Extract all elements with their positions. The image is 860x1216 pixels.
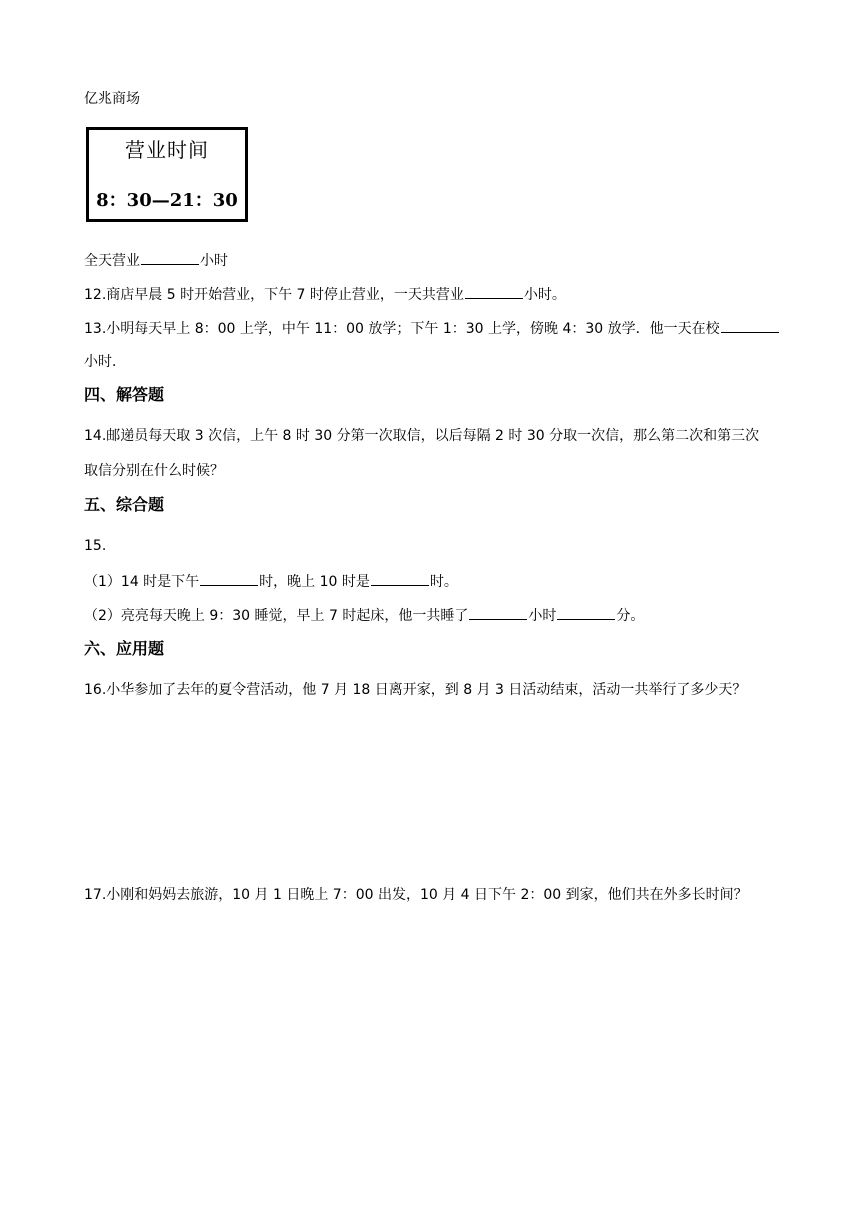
business-hours-sign [86,127,248,222]
question-15-part-1-text-b: 时，晚上 10 时是 [259,574,370,590]
section-4-title: 四、解答题 [84,385,165,404]
question-13-line-2: 小时． [84,354,126,370]
section-6-title: 六、应用题 [84,639,165,658]
business-hours-title: 营业时间 [125,138,209,162]
question-15-number: 15. [84,538,107,554]
answer-blank [557,605,615,620]
question-11-unit: 小时 [200,253,228,269]
question-13-line-1 [84,318,780,339]
question-11-text: 全天营业 [84,253,140,269]
question-15-part-1-text-c: 时。 [429,574,458,590]
question-14-line-1: 14.邮递员每天取 3 次信，上午 8 时 30 分第一次取信，以后每隔 2 时 30 分取一次信，那么第二次和第三次 [84,428,760,444]
question-15-part-1 [84,571,458,592]
answer-blank [465,284,523,299]
question-11-tail [84,250,228,271]
question-12 [84,284,566,305]
answer-blank [721,318,779,333]
question-15-part-2-text-b: 小时 [528,608,557,624]
question-12-text: 12.商店早晨 5 时开始营业，下午 7 时停止营业，一天共营业 [84,287,464,303]
question-15-part-2-text-a: （2）亮亮每天晚上 9：30 睡觉，早上 7 时起床，他一共睡了 [84,608,469,624]
answer-blank [200,571,258,586]
question-15-part-2-text-c: 分。 [616,608,645,624]
store-name: 亿兆商场 [84,91,140,107]
question-15-part-2 [84,605,644,626]
question-17: 17.小刚和妈妈去旅游，10 月 1 日晚上 7：00 出发，10 月 4 日下午 2：00 到家，他们共在外多长时间？ [84,887,748,903]
business-hours-time: 8：30—21：30 [96,190,238,211]
answer-blank [469,605,527,620]
question-13-text: 13.小明每天早上 8：00 上学，中午 11：00 放学；下午 1：30 上学，傍晚 4：30 放学．他一天在校 [84,321,720,337]
question-16: 16.小华参加了去年的夏令营活动，他 7 月 18 日离开家，到 8 月 3 日活动结束，活动一共举行了多少天？ [84,682,747,698]
answer-blank [371,571,429,586]
question-15-part-1-text-a: （1）14 时是下午 [84,574,200,590]
question-12-unit: 小时。 [523,287,566,303]
section-5-title: 五、综合题 [84,495,165,514]
question-14-line-2: 取信分别在什么时候？ [84,463,224,479]
answer-blank [141,250,199,265]
